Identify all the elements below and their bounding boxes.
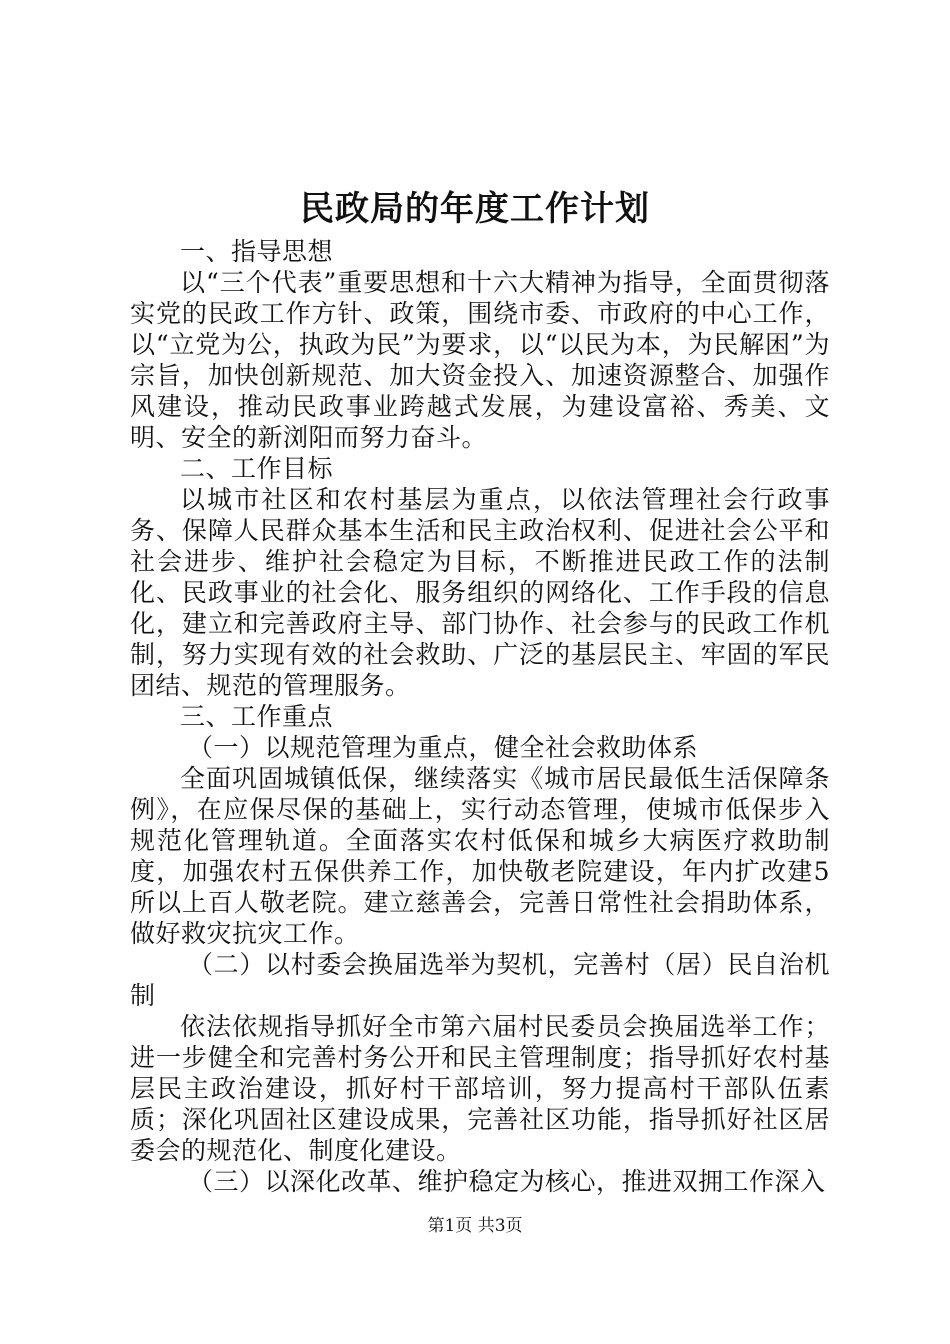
paragraph-village-autonomy: 依法依规指导抓好全市第六届村民委员会换届选举工作；进一步健全和完善村务公开和民主管理制度；指导抓好农村基层民主政治建设，抓好村干部培训，努力提高村干部队伍素质；深化巩固社区建设成果，完善社区功能，指导抓好社区居委会的规范化、制度化建设。 [130, 1012, 830, 1165]
paragraph-social-assistance: 全面巩固城镇低保，继续落实《城市居民最低生活保障条例》，在应保尽保的基础上，实行动态管理，使城市低保步入规范化管理轨道。全面落实农村低保和城乡大病医疗救助制度，加强农村五保供养工作，加快敬老院建设，年内扩改建5所以上百人敬老院。建立慈善会，完善日常性社会捐助体系，做好救灾抗灾工作。 [130, 764, 830, 948]
section-heading-guiding-ideology: 一、指导思想 [180, 237, 334, 266]
paragraph-guiding-ideology: 以“三个代表”重要思想和十六大精神为指导，全面贯彻落实党的民政工作方针、政策，围绕市委、市政府的中心工作，以“立党为公，执政为民”为要求，以“以民为本，为民解困”为宗旨，加快创新规范、加大资金投入、加速资源整合、加强作风建设，推动民政事业跨越式发展，为建设富裕、秀美、文明、安全的新浏阳而努力奋斗。 [130, 268, 830, 452]
paragraph-work-goals: 以城市社区和农村基层为重点，以依法管理社会行政事务、保障人民群众基本生活和民主政治权利、促进社会公平和社会进步、维护社会稳定为目标，不断推进民政工作的法制化、民政事业的社会化、服务组织的网络化、工作手段的信息化，建立和完善政府主导、部门协作、社会参与的民政工作机制，努力实现有效的社会救助、广泛的基层民主、牢固的军民团结、规范的管理服务。 [130, 485, 830, 700]
section-heading-work-priorities: 三、工作重点 [180, 702, 334, 731]
document-body [130, 236, 830, 1197]
subheading-social-assistance: （一）以规范管理为重点，健全社会救助体系 [188, 733, 699, 762]
section-heading-work-goals: 二、工作目标 [180, 454, 334, 483]
subheading-reform-stability: （三）以深化改革、维护稳定为核心，推进双拥工作深入 [188, 1167, 826, 1196]
subheading-village-autonomy: （二）以村委会换届选举为契机，完善村（居）民自治机制 [130, 950, 830, 1010]
document-title: 民政局的年度工作计划 [300, 189, 650, 229]
page-footer: 第1页 共3页 [427, 1216, 523, 1236]
